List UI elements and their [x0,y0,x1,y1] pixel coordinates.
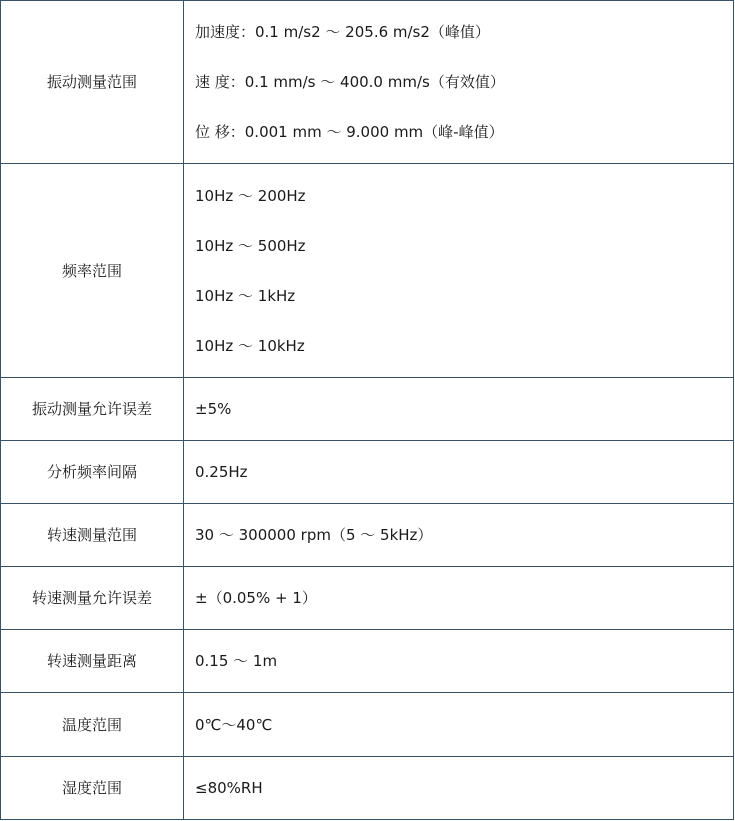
value-line: 10Hz ～ 500Hz [195,236,306,255]
row-label: 转速测量范围 [1,504,184,567]
row-value [184,441,734,504]
value-line: 10Hz ～ 200Hz [195,186,306,205]
value-line: 30 ～ 300000 rpm（5 ～ 5kHz） [195,526,433,544]
row-value [184,164,734,378]
table-row [1,567,734,630]
table-row [1,378,734,441]
row-value [184,378,734,441]
table-row [1,757,734,820]
row-value [184,757,734,820]
value-line: 速 度：0.1 mm/s ～ 400.0 mm/s（有效值） [195,73,505,91]
row-label: 分析频率间隔 [1,441,184,504]
value-line: 位 移：0.001 mm ～ 9.000 mm（峰-峰值） [195,123,504,141]
value-line: 0℃～40℃ [195,715,273,734]
value-line: 0.25Hz [195,463,248,481]
value-line: 加速度：0.1 m/s2 ～ 205.6 m/s2（峰值） [195,23,490,41]
row-value [184,504,734,567]
value-line: 10Hz ～ 10kHz [195,336,305,355]
table-row [1,504,734,567]
table-row [1,630,734,693]
value-line: ≤80%RH [195,779,263,797]
row-value [184,630,734,693]
row-value [184,693,734,757]
row-value [184,1,734,164]
row-label: 湿度范围 [1,757,184,820]
row-label: 转速测量允许误差 [1,567,184,630]
row-label: 振动测量范围 [1,1,184,164]
table-row [1,441,734,504]
table-row [1,693,734,757]
table-row [1,1,734,164]
table-row [1,164,734,378]
value-line: ±5% [195,400,232,418]
row-label: 温度范围 [1,693,184,757]
row-label: 转速测量距离 [1,630,184,693]
row-value [184,567,734,630]
value-line: 10Hz ～ 1kHz [195,286,296,305]
row-label: 振动测量允许误差 [1,378,184,441]
row-label: 频率范围 [1,164,184,378]
value-line: ±（0.05% + 1） [195,589,317,607]
value-line: 0.15 ～ 1m [195,652,278,670]
